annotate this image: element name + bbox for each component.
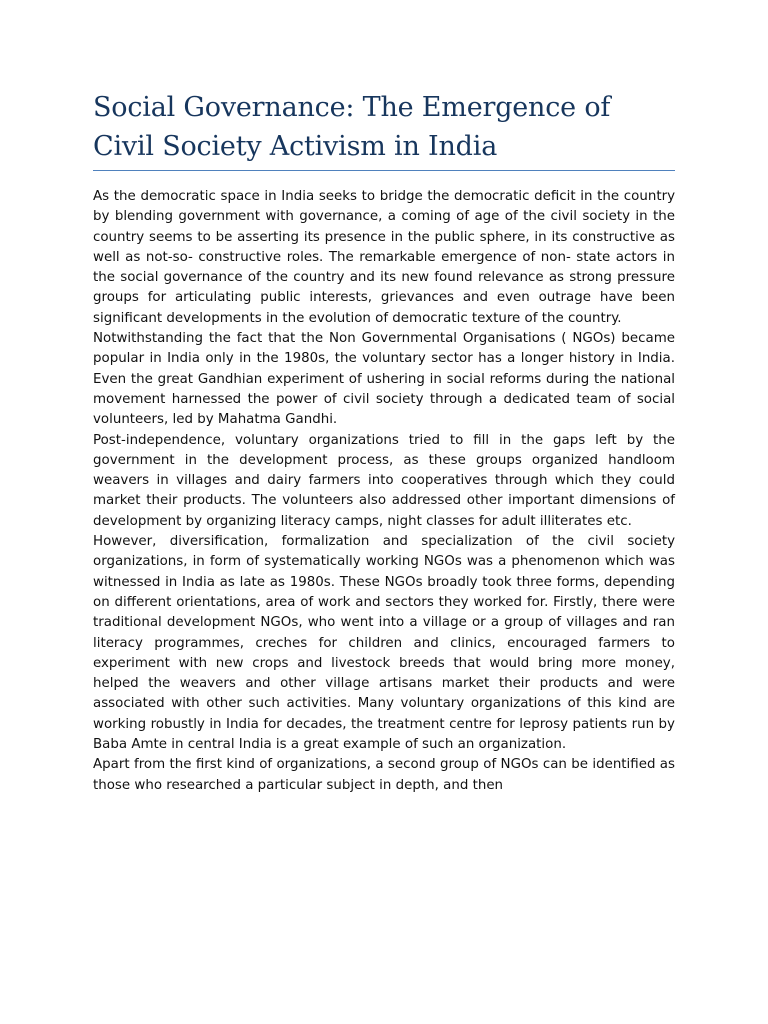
paragraph: However, diversification, formalization and specialization of the civil society organizations, in form of systematically working NGOs was a phenomenon which was witnessed in India as late as 1980s. These NGOs broadly took three forms, depending on different orientations, area of work and sectors they worked for. Firstly, there were traditional development NGOs, who went into a village or a group of villages and ran literacy programmes, creches for children and clinics, encouraged farmers to experiment with new crops and livestock breeds that would bring more money, helped the weavers and other village artisans market their products and were associated with other such activities. Many voluntary organizations of this kind are working robustly in India for decades, the treatment centre for leprosy patients run by Baba Amte in central India is a great example of such an organization. <box>93 534 675 753</box>
paragraph: Post-independence, voluntary organizations tried to fill in the gaps left by the government in the development process, as these groups organized handloom weavers in villages and dairy farmers into cooperatives through which they could market their products. The volunteers also addressed other important dimensions of development by organizing literacy camps, night classes for adult illiterates etc. <box>93 432 675 529</box>
title-underline <box>93 170 675 171</box>
document-page <box>93 88 675 796</box>
paragraph: As the democratic space in India seeks to bridge the democratic deficit in the country by blending government with governance, a coming of age of the civil society in the country seems to be asserting its presence in the public sphere, in its constructive as well as not-so- constructive roles. The remarkable emergence of non- state actors in the social governance of the country and its new found relevance as strong pressure groups for articulating public interests, grievances and even outrage have been significant developments in the evolution of democratic texture of the country. <box>93 189 675 326</box>
title-line-1: Social Governance: The Emergence of <box>93 92 611 123</box>
document-title <box>93 88 675 170</box>
title-line-2: Civil Society Activism in India <box>93 131 498 162</box>
document-body <box>93 187 675 796</box>
paragraph: Notwithstanding the fact that the Non Governmental Organisations ( NGOs) became popular in India only in the 1980s, the voluntary sector has a longer history in India. Even the great Gandhian experiment of ushering in social reforms during the national movement harnessed the power of civil society through a dedicated team of social volunteers, led by Mahatma Gandhi. <box>93 331 675 428</box>
paragraph: Apart from the first kind of organizations, a second group of NGOs can be identified as those who researched a particular subject in depth, and then <box>93 757 675 793</box>
